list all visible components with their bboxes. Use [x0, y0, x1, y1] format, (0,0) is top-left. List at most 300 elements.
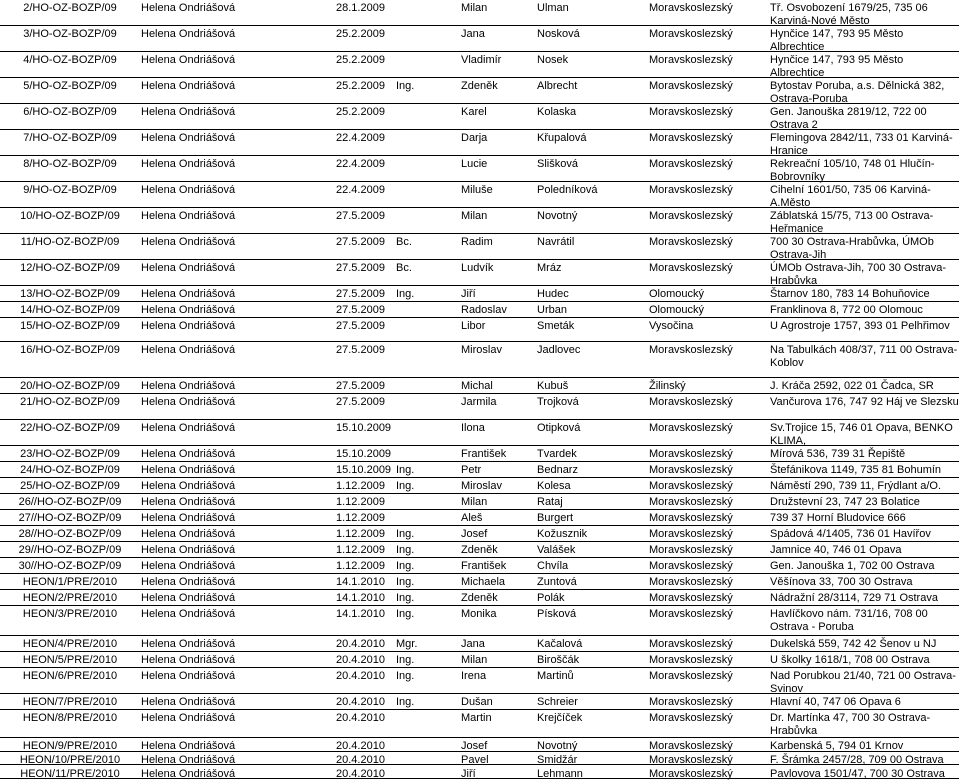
preparer-name: Helena Ondriášová [141, 464, 236, 476]
table-row [0, 738, 959, 752]
first-name: Miroslav [461, 344, 502, 356]
academic-title: Ing. [396, 544, 415, 556]
region-name: Moravskoslezský [649, 54, 733, 66]
academic-title: Mgr. [396, 638, 418, 650]
first-name: Darja [461, 132, 488, 144]
table-row [0, 0, 959, 26]
last-name: Biroščák [537, 654, 580, 666]
region-name: Moravskoslezský [649, 496, 733, 508]
first-name: Zdeněk [461, 80, 498, 92]
preparer-name: Helena Ondriášová [141, 288, 236, 300]
region-name: Moravskoslezský [649, 236, 733, 248]
region-name: Moravskoslezský [649, 654, 733, 666]
record-id: HEON/9/PRE/2010 [22, 740, 118, 752]
last-name: Schreier [537, 696, 578, 708]
first-name: Josef [461, 528, 488, 540]
record-date: 27.5.2009 [336, 288, 385, 300]
last-name: Smeták [537, 320, 575, 332]
table-row [0, 478, 959, 494]
region-name: Moravskoslezský [649, 696, 733, 708]
first-name: Jarmila [461, 396, 497, 408]
table-row [0, 590, 959, 606]
address-text: F. Šrámka 2457/28, 709 00 Ostrava [770, 754, 944, 766]
preparer-name: Helena Ondriášová [141, 560, 236, 572]
first-name: Vladimír [461, 54, 502, 66]
address-text: J. Kráča 2592, 022 01 Čadca, SR [770, 380, 934, 392]
region-name: Moravskoslezský [649, 28, 733, 40]
region-name: Moravskoslezský [649, 158, 733, 170]
record-id: HEON/5/PRE/2010 [22, 654, 118, 666]
last-name: Bednarz [537, 464, 578, 476]
preparer-name: Helena Ondriášová [141, 80, 236, 92]
table-row [0, 652, 959, 668]
record-date: 20.4.2010 [336, 712, 385, 724]
table-row [0, 446, 959, 462]
record-id: 23/HO-OZ-BOZP/09 [20, 448, 120, 460]
preparer-name: Helena Ondriášová [141, 236, 236, 248]
academic-title: Ing. [396, 528, 415, 540]
region-name: Moravskoslezský [649, 210, 733, 222]
table-row [0, 378, 959, 394]
address-text: Dukelská 559, 742 42 Šenov u NJ [770, 638, 937, 650]
record-date: 20.4.2010 [336, 696, 385, 708]
preparer-name: Helena Ondriášová [141, 210, 236, 222]
last-name: Nosková [537, 28, 580, 40]
record-date: 27.5.2009 [336, 304, 385, 316]
record-id: 3/HO-OZ-BOZP/09 [23, 28, 117, 40]
record-date: 25.2.2009 [336, 106, 385, 118]
last-name: Lehmann [537, 768, 583, 780]
record-id: HEON/10/PRE/2010 [19, 754, 121, 766]
preparer-name: Helena Ondriášová [141, 654, 236, 666]
address-text: Franklinova 8, 772 00 Olomouc [770, 304, 923, 316]
record-id: 30//HO-OZ-BOZP/09 [18, 560, 122, 572]
region-name: Moravskoslezský [649, 754, 733, 766]
record-date: 20.4.2010 [336, 638, 385, 650]
record-id: 10/HO-OZ-BOZP/09 [20, 210, 120, 222]
preparer-name: Helena Ondriášová [141, 320, 236, 332]
record-id: HEON/8/PRE/2010 [22, 712, 118, 724]
preparer-name: Helena Ondriášová [141, 670, 236, 682]
last-name: Hudec [537, 288, 569, 300]
record-id: 29//HO-OZ-BOZP/09 [18, 544, 122, 556]
academic-title: Ing. [396, 592, 415, 604]
address-text: Hlavní 40, 747 06 Opava 6 [770, 696, 901, 708]
record-date: 20.4.2010 [336, 768, 385, 780]
record-date: 15.10.2009 [336, 448, 392, 460]
region-name: Moravskoslezský [649, 608, 733, 620]
first-name: Martin [461, 712, 492, 724]
record-date: 25.2.2009 [336, 28, 385, 40]
region-name: Olomoucký [649, 288, 705, 300]
address-text: Vančurova 176, 747 92 Háj ve Slezsku [770, 396, 959, 408]
first-name: Lucie [461, 158, 488, 170]
last-name: Slišková [537, 158, 578, 170]
address-text: Dr. Martínka 47, 700 30 Ostrava-Hrabůvka [770, 712, 931, 737]
address-text: Bytostav Poruba, a.s. Dělnická 382, Ostrava-Poruba [770, 80, 945, 105]
last-name: Kubuš [537, 380, 569, 392]
first-name: Josef [461, 740, 488, 752]
region-name: Moravskoslezský [649, 80, 733, 92]
row-divider [0, 764, 959, 765]
academic-title: Ing. [396, 654, 415, 666]
table-row [0, 156, 959, 182]
record-id: HEON/7/PRE/2010 [22, 696, 118, 708]
table-row [0, 394, 959, 420]
region-name: Moravskoslezský [649, 560, 733, 572]
address-text: Cihelní 1601/50, 735 06 Karviná-A.Město [770, 184, 931, 209]
first-name: František [461, 448, 507, 460]
record-date: 20.4.2010 [336, 670, 385, 682]
record-id: HEON/2/PRE/2010 [22, 592, 118, 604]
region-name: Vysočina [649, 320, 694, 332]
table-row [0, 462, 959, 478]
preparer-name: Helena Ondriášová [141, 380, 236, 392]
record-date: 15.10.2009 [336, 422, 392, 434]
table-row [0, 130, 959, 156]
preparer-name: Helena Ondriášová [141, 544, 236, 556]
last-name: Smidžár [537, 754, 578, 766]
academic-title: Ing. [396, 480, 415, 492]
first-name: Milan [461, 496, 488, 508]
record-date: 28.1.2009 [336, 2, 385, 14]
academic-title: Ing. [396, 464, 415, 476]
region-name: Moravskoslezský [649, 768, 733, 780]
region-name: Moravskoslezský [649, 638, 733, 650]
record-id: 27//HO-OZ-BOZP/09 [18, 512, 122, 524]
record-date: 27.5.2009 [336, 344, 385, 356]
address-text: Havlíčkovo nám. 731/16, 708 00 Ostrava - Poruba [770, 608, 928, 633]
address-text: Karbenská 5, 794 01 Krnov [770, 740, 904, 752]
table-row [0, 526, 959, 542]
table-row [0, 234, 959, 260]
last-name: Kačalová [537, 638, 583, 650]
first-name: Ludvík [461, 262, 494, 274]
address-text: Gen. Janouška 2819/12, 722 00 Ostrava 2 [770, 106, 927, 131]
table-row [0, 302, 959, 318]
table-row [0, 260, 959, 286]
table-row [0, 494, 959, 510]
table-row [0, 668, 959, 694]
last-name: Urban [537, 304, 567, 316]
address-text: Věšínova 33, 700 30 Ostrava [770, 576, 913, 588]
last-name: Kolaska [537, 106, 577, 118]
record-date: 1.12.2009 [336, 496, 385, 508]
academic-title: Ing. [396, 80, 415, 92]
address-text: Jamnice 40, 746 01 Opava [770, 544, 902, 556]
preparer-name: Helena Ondriášová [141, 592, 236, 604]
address-text: Štefánikova 1149, 735 81 Bohumín [770, 464, 942, 476]
address-text: Tř. Osvobození 1679/25, 735 06 Karviná-Nové Město [770, 2, 928, 27]
address-text: Hynčice 147, 793 95 Město Albrechtice [770, 28, 904, 53]
last-name: Rataj [537, 496, 563, 508]
address-text: Sv.Trojice 15, 746 01 Opava, BENKO KLIMA, [770, 422, 953, 447]
preparer-name: Helena Ondriášová [141, 344, 236, 356]
region-name: Moravskoslezský [649, 512, 733, 524]
region-name: Moravskoslezský [649, 106, 733, 118]
table-row [0, 420, 959, 446]
record-date: 22.4.2009 [336, 132, 385, 144]
table-row [0, 574, 959, 590]
region-name: Moravskoslezský [649, 448, 733, 460]
region-name: Moravskoslezský [649, 544, 733, 556]
first-name: Zdeněk [461, 544, 498, 556]
region-name: Moravskoslezský [649, 464, 733, 476]
preparer-name: Helena Ondriášová [141, 740, 236, 752]
last-name: Ulman [537, 2, 569, 14]
record-id: 7/HO-OZ-BOZP/09 [23, 132, 117, 144]
preparer-name: Helena Ondriášová [141, 712, 236, 724]
address-text: Flemingova 2842/11, 733 01 Karviná-Hranice [770, 132, 953, 157]
table-row [0, 558, 959, 574]
preparer-name: Helena Ondriášová [141, 262, 236, 274]
record-date: 27.5.2009 [336, 262, 385, 274]
last-name: Kolesa [537, 480, 571, 492]
preparer-name: Helena Ondriášová [141, 576, 236, 588]
record-id: 11/HO-OZ-BOZP/09 [20, 236, 120, 248]
table-row [0, 182, 959, 208]
record-date: 27.5.2009 [336, 236, 385, 248]
address-text: Náměstí 290, 739 11, Frýdlant a/O. [770, 480, 941, 492]
region-name: Žilinský [649, 380, 686, 392]
first-name: Petr [461, 464, 482, 476]
table-row [0, 104, 959, 130]
record-date: 27.5.2009 [336, 210, 385, 222]
record-date: 20.4.2010 [336, 654, 385, 666]
last-name: Albrecht [537, 80, 578, 92]
record-id: 14/HO-OZ-BOZP/09 [20, 304, 120, 316]
last-name: Křupalová [537, 132, 587, 144]
academic-title: Bc. [396, 236, 412, 248]
record-id: HEON/1/PRE/2010 [22, 576, 118, 588]
last-name: Zuntová [537, 576, 577, 588]
last-name: Otipková [537, 422, 581, 434]
preparer-name: Helena Ondriášová [141, 2, 236, 14]
first-name: Aleš [461, 512, 483, 524]
table-row [0, 286, 959, 302]
record-date: 27.5.2009 [336, 380, 385, 392]
region-name: Moravskoslezský [649, 396, 733, 408]
record-id: 12/HO-OZ-BOZP/09 [20, 262, 120, 274]
address-text: 700 30 Ostrava-Hrabůvka, ÚMOb Ostrava-Jih [770, 236, 934, 261]
record-date: 22.4.2009 [336, 184, 385, 196]
first-name: Zdeněk [461, 592, 498, 604]
table-row [0, 766, 959, 779]
preparer-name: Helena Ondriášová [141, 638, 236, 650]
preparer-name: Helena Ondriášová [141, 496, 236, 508]
table-row [0, 342, 959, 378]
region-name: Moravskoslezský [649, 344, 733, 356]
last-name: Tvardek [537, 448, 577, 460]
first-name: Jana [461, 28, 485, 40]
region-name: Moravskoslezský [649, 422, 733, 434]
academic-title: Ing. [396, 576, 415, 588]
region-name: Moravskoslezský [649, 480, 733, 492]
record-id: 25/HO-OZ-BOZP/09 [20, 480, 120, 492]
first-name: Michaela [461, 576, 506, 588]
address-text: Pavlovova 1501/47, 700 30 Ostrava [770, 768, 945, 780]
preparer-name: Helena Ondriášová [141, 768, 236, 780]
region-name: Moravskoslezský [649, 184, 733, 196]
region-name: Olomoucký [649, 304, 705, 316]
record-id: 22/HO-OZ-BOZP/09 [20, 422, 120, 434]
first-name: Radim [461, 236, 493, 248]
table-row [0, 26, 959, 52]
preparer-name: Helena Ondriášová [141, 28, 236, 40]
preparer-name: Helena Ondriášová [141, 304, 236, 316]
record-id: HEON/3/PRE/2010 [22, 608, 118, 620]
last-name: Písková [537, 608, 577, 620]
preparer-name: Helena Ondriášová [141, 132, 236, 144]
record-id: 20/HO-OZ-BOZP/09 [20, 380, 120, 392]
address-text: Hynčice 147, 793 95 Město Albrechtice [770, 54, 904, 79]
last-name: Valášek [537, 544, 576, 556]
record-id: HEON/6/PRE/2010 [22, 670, 118, 682]
first-name: Miroslav [461, 480, 502, 492]
preparer-name: Helena Ondriášová [141, 184, 236, 196]
record-date: 1.12.2009 [336, 480, 385, 492]
last-name: Poledníková [537, 184, 598, 196]
table-row [0, 52, 959, 78]
last-name: Trojková [537, 396, 579, 408]
address-text: ÚMOb Ostrava-Jih, 700 30 Ostrava-Hrabůvka [770, 262, 947, 287]
region-name: Moravskoslezský [649, 712, 733, 724]
record-date: 1.12.2009 [336, 512, 385, 524]
record-date: 22.4.2009 [336, 158, 385, 170]
last-name: Polák [537, 592, 565, 604]
first-name: Pavel [461, 754, 489, 766]
record-date: 27.5.2009 [336, 396, 385, 408]
address-text: U Agrostroje 1757, 393 01 Pelhřimov [770, 320, 950, 332]
first-name: Irena [461, 670, 487, 682]
address-text: Štarnov 180, 783 14 Bohuňovice [770, 288, 930, 300]
first-name: František [461, 560, 507, 572]
last-name: Burgert [537, 512, 574, 524]
record-id: HEON/4/PRE/2010 [22, 638, 118, 650]
preparer-name: Helena Ondriášová [141, 396, 236, 408]
record-id: 4/HO-OZ-BOZP/09 [23, 54, 117, 66]
first-name: Ilona [461, 422, 485, 434]
record-date: 14.1.2010 [336, 576, 385, 588]
record-id: HEON/11/PRE/2010 [20, 768, 120, 780]
first-name: Jiří [461, 288, 476, 300]
record-date: 14.1.2010 [336, 608, 385, 620]
record-id: 9/HO-OZ-BOZP/09 [23, 184, 117, 196]
address-text: 739 37 Horní Bludovice 666 [770, 512, 906, 524]
record-id: 8/HO-OZ-BOZP/09 [23, 158, 117, 170]
address-text: Mírová 536, 739 31 Řepiště [770, 448, 906, 460]
first-name: Radoslav [461, 304, 507, 316]
last-name: Martinů [537, 670, 574, 682]
first-name: Jana [461, 638, 485, 650]
record-id: 15/HO-OZ-BOZP/09 [20, 320, 120, 332]
table-row [0, 694, 959, 710]
academic-title: Ing. [396, 560, 415, 572]
address-text: Nad Porubkou 21/40, 721 00 Ostrava-Svinov [770, 670, 956, 695]
address-text: Gen. Janouška 1, 702 00 Ostrava [770, 560, 935, 572]
last-name: Novotný [537, 210, 578, 222]
region-name: Moravskoslezský [649, 670, 733, 682]
record-date: 25.2.2009 [336, 54, 385, 66]
table-row [0, 606, 959, 636]
last-name: Navrátil [537, 236, 575, 248]
last-name: Novotný [537, 740, 578, 752]
academic-title: Ing. [396, 608, 415, 620]
record-date: 27.5.2009 [336, 320, 385, 332]
table-row [0, 752, 959, 765]
record-id: 2/HO-OZ-BOZP/09 [23, 2, 117, 14]
table-row [0, 710, 959, 738]
record-id: 26//HO-OZ-BOZP/09 [18, 496, 122, 508]
address-text: Záblatská 15/75, 713 00 Ostrava-Heřmanice [770, 210, 934, 235]
address-text: Družstevní 23, 747 23 Bolatice [770, 496, 920, 508]
first-name: Miluše [461, 184, 493, 196]
record-id: 13/HO-OZ-BOZP/09 [20, 288, 120, 300]
preparer-name: Helena Ondriášová [141, 448, 236, 460]
first-name: Dušan [461, 696, 493, 708]
record-id: 24/HO-OZ-BOZP/09 [20, 464, 120, 476]
table-row [0, 78, 959, 104]
table-row [0, 636, 959, 652]
record-date: 1.12.2009 [336, 560, 385, 572]
record-date: 15.10.2009 [336, 464, 392, 476]
address-text: Rekreační 105/10, 748 01 Hlučín-Bobrovníky [770, 158, 935, 183]
preparer-name: Helena Ondriášová [141, 696, 236, 708]
table-row [0, 318, 959, 342]
first-name: Michal [461, 380, 493, 392]
preparer-name: Helena Ondriášová [141, 512, 236, 524]
preparer-name: Helena Ondriášová [141, 422, 236, 434]
address-text: Nádražní 28/3114, 729 71 Ostrava [770, 592, 938, 604]
record-date: 14.1.2010 [336, 592, 385, 604]
region-name: Moravskoslezský [649, 576, 733, 588]
preparer-name: Helena Ondriášová [141, 158, 236, 170]
region-name: Moravskoslezský [649, 132, 733, 144]
last-name: Krejčíček [537, 712, 583, 724]
record-id: 21/HO-OZ-BOZP/09 [20, 396, 120, 408]
table-row [0, 510, 959, 526]
row-divider [0, 778, 959, 779]
record-id: 5/HO-OZ-BOZP/09 [23, 80, 117, 92]
address-text: Na Tabulkách 408/37, 711 00 Ostrava-Koblov [770, 344, 958, 369]
region-name: Moravskoslezský [649, 528, 733, 540]
preparer-name: Helena Ondriášová [141, 528, 236, 540]
first-name: Karel [461, 106, 487, 118]
last-name: Jadlovec [537, 344, 581, 356]
preparer-name: Helena Ondriášová [141, 608, 236, 620]
record-date: 20.4.2010 [336, 754, 385, 766]
region-name: Moravskoslezský [649, 592, 733, 604]
academic-title: Bc. [396, 262, 412, 274]
first-name: Milan [461, 654, 488, 666]
last-name: Nosek [537, 54, 569, 66]
table-row [0, 542, 959, 558]
last-name: Mráz [537, 262, 562, 274]
address-text: Spádová 4/1405, 736 01 Havířov [770, 528, 931, 540]
record-date: 20.4.2010 [336, 740, 385, 752]
academic-title: Ing. [396, 696, 415, 708]
region-name: Moravskoslezský [649, 740, 733, 752]
first-name: Libor [461, 320, 486, 332]
region-name: Moravskoslezský [649, 2, 733, 14]
first-name: Milan [461, 2, 488, 14]
preparer-name: Helena Ondriášová [141, 106, 236, 118]
preparer-name: Helena Ondriášová [141, 754, 236, 766]
academic-title: Ing. [396, 288, 415, 300]
first-name: Milan [461, 210, 488, 222]
preparer-name: Helena Ondriášová [141, 480, 236, 492]
record-date: 1.12.2009 [336, 544, 385, 556]
